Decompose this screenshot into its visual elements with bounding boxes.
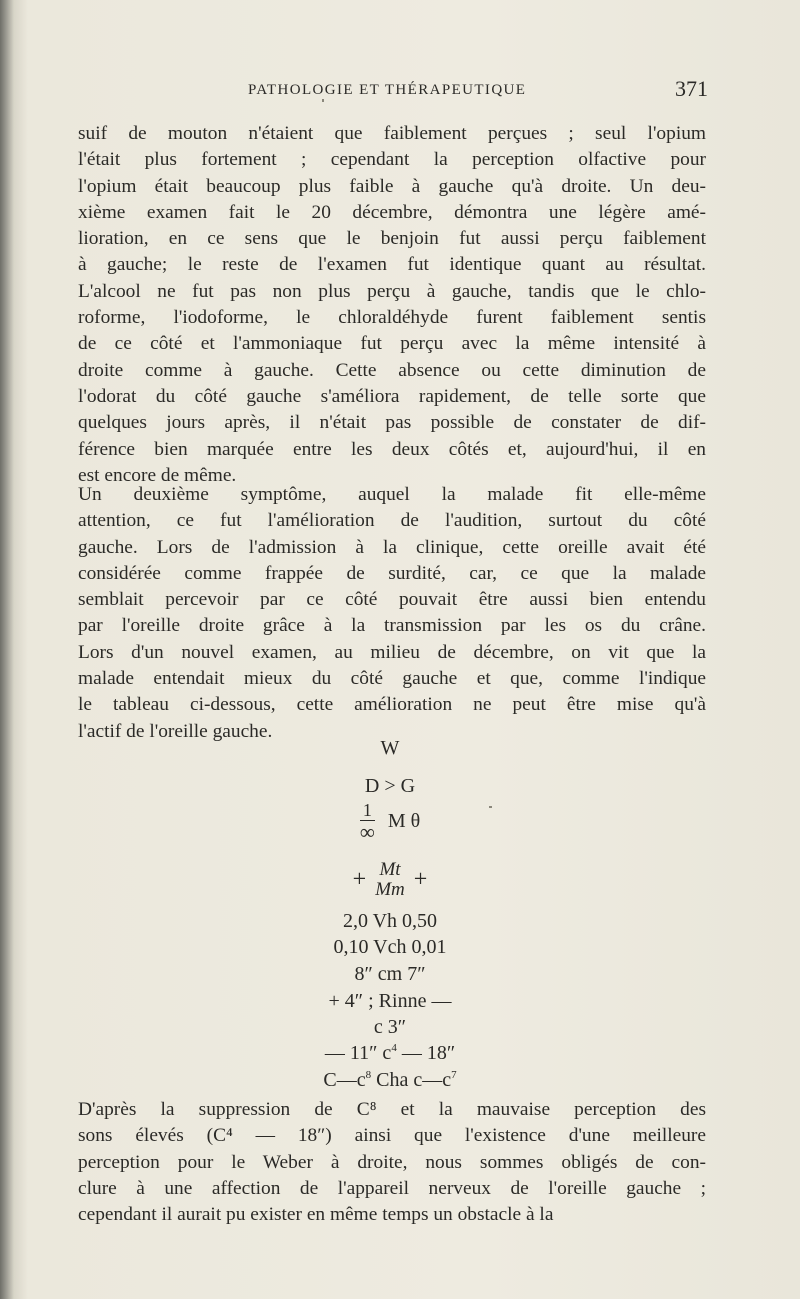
weber-result: D > G (364, 775, 416, 797)
text-line: Lors d'un nouvel examen, au milieu de décembre, on vit que la (78, 641, 706, 663)
paragraph-olfaction (78, 121, 706, 489)
c4-row (280, 1042, 500, 1065)
text-line: suif de mouton n'étaient que faiblement perçues ; seul l'opium (78, 123, 706, 144)
text-line: à gauche; le reste de l'examen fut identique quant au résultat. (78, 254, 706, 276)
mt-label: Mt (379, 859, 401, 880)
text-line: droite comme à gauche. Cette absence ou cette diminution de (78, 359, 706, 381)
page-header (78, 76, 708, 106)
rinne-row: + 4″ ; Rinne — (328, 990, 452, 1012)
text-line: lioration, en ce sens que le benjoin fut aussi perçu faiblement (78, 228, 706, 250)
vh-row: 2,0 Vh 0,50 (342, 910, 438, 932)
fraction-numerator: 1 (360, 801, 375, 821)
cha-sup-7: 7 (451, 1069, 457, 1081)
text-line: roforme, l'iodoforme, le chloraldéhyde furent faiblement sentis (78, 307, 706, 329)
c4-left: — 11″ c (324, 1042, 392, 1064)
fraction-denominator: ∞ (359, 820, 375, 844)
text-line: de ce côté et l'ammoniaque fut perçu avec la même intensité à (78, 333, 706, 355)
text-line: xième examen fait le 20 décembre, démontra une légère amé- (78, 201, 706, 223)
text-line: perception pour le Weber à droite, nous sommes obligés de con- (78, 1151, 706, 1173)
text-line: semblait percevoir par ce côté pouvait être aussi bien entendu (78, 589, 706, 611)
one-over-infinity (360, 801, 375, 843)
weber-label: W (380, 737, 400, 759)
text-line: l'opium était beaucoup plus faible à gauche qu'à droite. Un deu- (78, 175, 706, 197)
text-line: attention, ce fut l'amélioration de l'audition, surtout du côté (78, 510, 706, 532)
cha-mid: Cha c—c (371, 1069, 452, 1091)
paper-speck (322, 99, 324, 102)
text-line: le tableau ci-dessous, cette amélioration ne peut être mise qu'à (78, 694, 706, 716)
text-line: férence bien marquée entre les deux côtés et, aujourd'hui, il en (78, 438, 706, 460)
text-line: malade entendait mieux du côté gauche et que, comme l'indique (78, 668, 706, 690)
plus-left: + (352, 866, 367, 893)
plus-right: + (413, 866, 428, 893)
mt-over-mm (375, 860, 405, 900)
text-line: par l'oreille droite grâce à la transmission par les os du crâne. (78, 615, 706, 637)
text-line: quelques jours après, il n'était pas possible de constater de dif- (78, 412, 706, 434)
text-line: l'actif de l'oreille gauche. (78, 720, 273, 742)
text-line: est encore de même. (78, 464, 237, 486)
text-line: cependant il aurait pu exister en même temps un obstacle à la (78, 1204, 554, 1226)
c3-row: c 3″ (373, 1016, 407, 1038)
cha-row (280, 1069, 500, 1092)
text-line: gauche. Lors de l'admission à la clinique, cette oreille avait été (78, 536, 706, 558)
cha-left: C—c (323, 1069, 366, 1091)
c4-sup: 4 (391, 1042, 397, 1054)
text-line: l'était plus fortement ; cependant la perception olfactive pour (78, 149, 706, 171)
paragraph-conclusion (78, 1097, 706, 1228)
text-line: D'après la suppression de C⁸ et la mauvaise perception des (78, 1099, 706, 1120)
paragraph-audition (78, 482, 706, 745)
vch-row: 0,10 Vch 0,01 (333, 936, 447, 958)
mm-label: Mm (375, 878, 405, 900)
mt-mm-row (280, 860, 500, 900)
paper-speck (489, 806, 492, 808)
cha-sup-8: 8 (365, 1069, 372, 1081)
text-line: l'odorat du côté gauche s'améliora rapidement, de telle sorte que (78, 385, 706, 407)
text-line: Un deuxième symptôme, auquel la malade fit elle-même (78, 484, 706, 505)
fraction-suffix: M θ (387, 809, 421, 832)
text-line: L'alcool ne fut pas non plus perçu à gauche, tandis que le chlo- (78, 280, 706, 302)
text-line: sons élevés (C⁴ — 18″) ainsi que l'existence d'une meilleure (78, 1125, 706, 1147)
fraction-row (280, 801, 500, 843)
c4-right: — 18″ (396, 1042, 456, 1064)
page-number: 371 (675, 76, 708, 101)
cm-row: 8″ cm 7″ (354, 963, 426, 985)
running-head: PATHOLOGIE ET THÉRAPEUTIQUE (248, 82, 527, 98)
text-line: considérée comme frappée de surdité, car, ce que la malade (78, 562, 706, 584)
text-line: clure à une affection de l'appareil nerveux de l'oreille gauche ; (78, 1177, 706, 1199)
